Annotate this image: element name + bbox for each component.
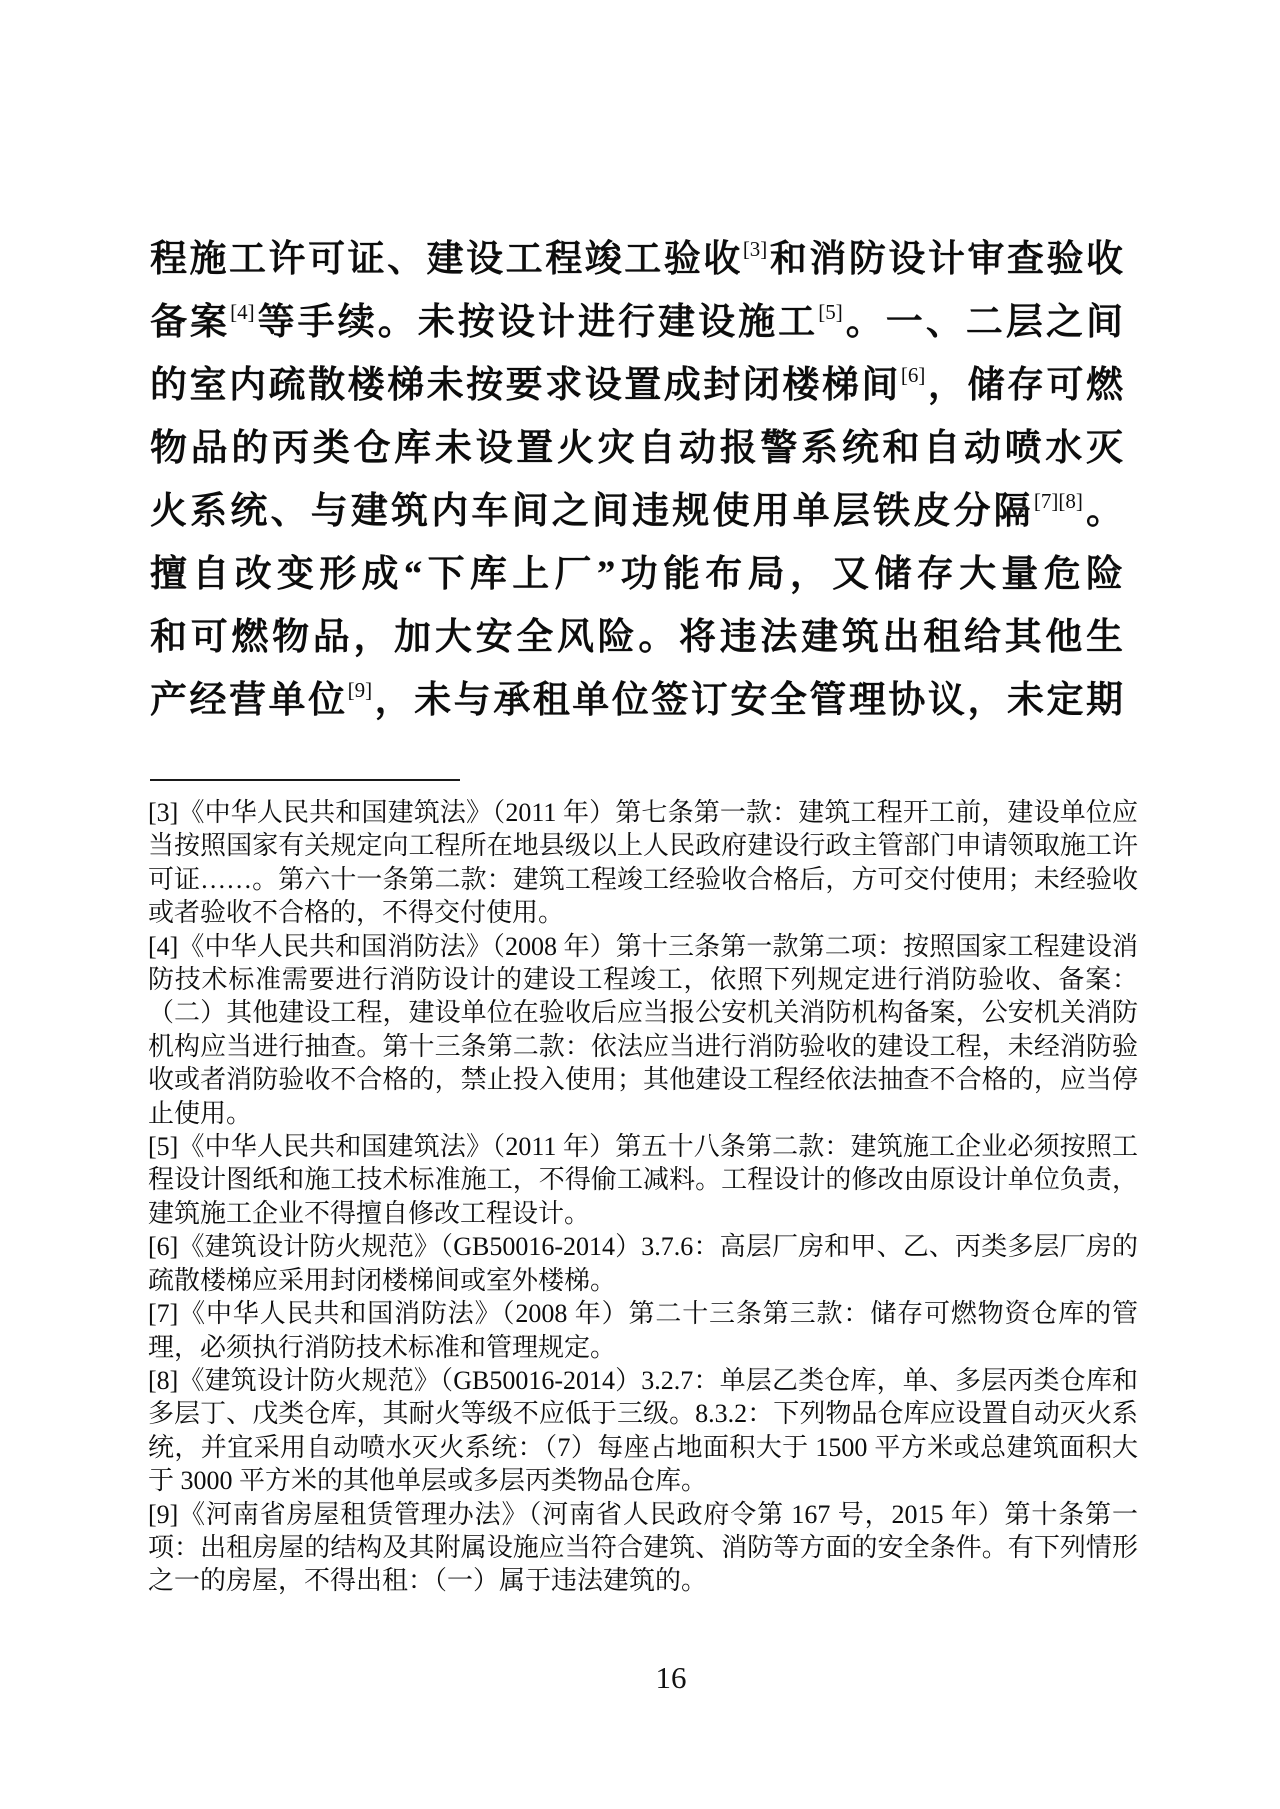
body-text-segment: 。	[1082, 491, 1123, 532]
body-text-segment: 备案	[150, 302, 231, 343]
body-line	[150, 228, 1123, 291]
body-text-segment: 物品的丙类仓库未设置火灾自动报警系统和自动喷水灭	[150, 428, 1123, 469]
footnote-ref-3: [3]	[742, 237, 768, 261]
page-number: 16	[655, 1660, 687, 1695]
body-text-segment: ，未与承租单位签订安全管理协议，未定期	[372, 680, 1123, 721]
footnote-ref-4: [4]	[230, 300, 255, 324]
body-text-segment: 等手续。未按设计进行建设施工	[254, 302, 819, 343]
footnote-separator	[150, 779, 460, 781]
footnote-4: [4]《中华人民共和国消防法》（2008 年）第十三条第一款第二项：按照国家工程建设消防技术标准需要进行消防设计的建设工程竣工，依照下列规定进行消防验收、备案：（二）其他建设工程，建设单位在验收后应当报公安机关消防机构备案，公安机关消防机构应当进行抽查。第十三条第二款：依法应当进行消防验收的建设工程，未经消防验收或者消防验收不合格的，禁止投入使用；其他建设工程经依法抽查不合格的，应当停止使用。	[148, 931, 1138, 1128]
body-text-segment: 的室内疏散楼梯未按要求设置成封闭楼梯间	[150, 365, 901, 406]
body-text-segment: 产经营单位	[150, 680, 348, 721]
footnote-3: [3]《中华人民共和国建筑法》（2011 年）第七条第一款：建筑工程开工前，建设单位应当按照国家有关规定向工程所在地县级以上人民政府建设行政主管部门申请领取施工许可证……。第六十一条第二款：建筑工程竣工经验收合格后，方可交付使用；未经验收或者验收不合格的，不得交付使用。	[148, 798, 1138, 928]
footnote-ref-7-8: [7][8]	[1033, 489, 1083, 513]
footnotes-section	[148, 796, 1138, 1598]
body-text-segment: ，储存可燃	[925, 365, 1123, 406]
body-line	[150, 480, 1123, 543]
body-line	[150, 543, 1123, 606]
body-text-segment: 擅自改变形成“下库上厂”功能布局，又储存大量危险	[150, 554, 1123, 595]
footnote-9: [9]《河南省房屋租赁管理办法》（河南省人民政府令第 167 号，2015 年）第十条第一项：出租房屋的结构及其附属设施应当符合建筑、消防等方面的安全条件。有下列情形之一的房屋，不得出租：（一）属于违法建筑的。	[148, 1499, 1138, 1596]
body-line	[150, 291, 1123, 354]
body-line	[150, 606, 1123, 669]
body-text-segment: 火系统、与建筑内车间之间违规使用单层铁皮分隔	[150, 491, 1034, 532]
body-line	[150, 354, 1123, 417]
body-line	[150, 417, 1123, 480]
body-text-segment: 。一、二层之间	[842, 302, 1123, 343]
body-text-segment: 和消防设计审查验收	[767, 239, 1123, 280]
footnote-ref-6: [6]	[900, 363, 926, 387]
footnote-7: [7]《中华人民共和国消防法》（2008 年）第二十三条第三款：储存可燃物资仓库的管理，必须执行消防技术标准和管理规定。	[148, 1299, 1138, 1362]
footnote-6: [6]《建筑设计防火规范》（GB50016-2014）3.7.6：高层厂房和甲、乙、丙类多层厂房的疏散楼梯应采用封闭楼梯间或室外楼梯。	[148, 1232, 1138, 1295]
page-footer	[0, 1660, 1280, 1696]
footnote-5: [5]《中华人民共和国建筑法》（2011 年）第五十八条第二款：建筑施工企业必须按照工程设计图纸和施工技术标准施工，不得偷工减料。工程设计的修改由原设计单位负责，建筑施工企业不得擅自修改工程设计。	[148, 1132, 1138, 1228]
footnote-ref-9: [9]	[347, 678, 373, 702]
footnote-8: [8]《建筑设计防火规范》（GB50016-2014）3.2.7：单层乙类仓库，单、多层丙类仓库和多层丁、戊类仓库，其耐火等级不应低于三级。8.3.2：下列物品仓库应设置自动灭火系统，并宜采用自动喷水灭火系统：（7）每座占地面积大于 1500 平方米或总建筑面积大于 3000 平方米的其他单层或多层丙类物品仓库。	[148, 1365, 1138, 1496]
body-line	[150, 669, 1123, 732]
body-text-segment: 和可燃物品，加大安全风险。将违法建筑出租给其他生	[150, 617, 1123, 658]
footnote-ref-5: [5]	[818, 300, 843, 324]
main-body-text	[150, 228, 1123, 732]
body-text-segment: 程施工许可证、建设工程竣工验收	[150, 239, 743, 280]
